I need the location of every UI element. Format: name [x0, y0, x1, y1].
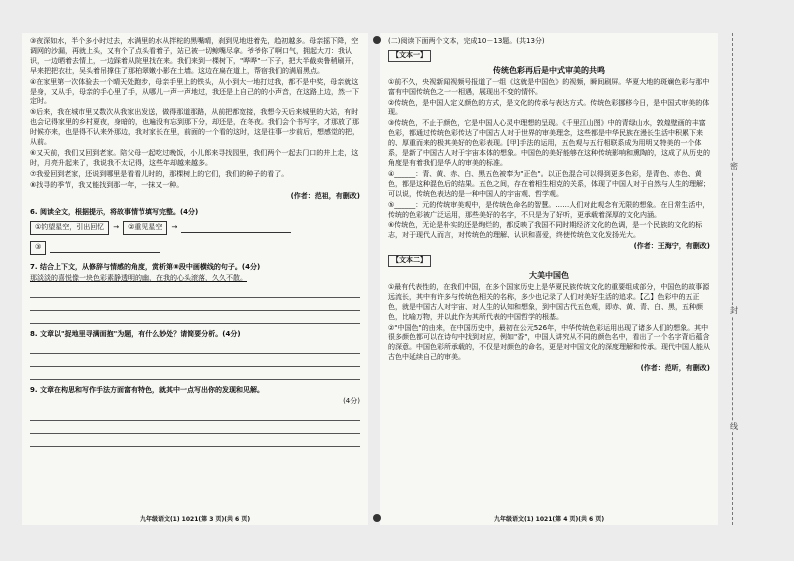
text1-paragraph: ⑤______：元的传统审美观中，是传统色命名的智慧。……人们对此观念有无限的想象。在日常生活中，传统的色彩被广泛运用，那些美好的名字，不只是为了好听，更承载着深厚的文化内涵。: [388, 200, 710, 219]
answer-line[interactable]: [30, 298, 360, 311]
answer-line[interactable]: [30, 367, 360, 380]
reading-paragraph: ⑥又天前，我们又回到老家。陪父母一起吃过晚饭，小儿郎来寻找园里，我们两个一起去门口的井上走，这时，月亮升起来了，我说我不太记得，这些年却越来越多。: [30, 148, 359, 167]
question-8-stem: 8. 文章以"捉地里寻满面抱"为题，有什么妙处？请简要分析。(4分): [30, 330, 241, 339]
reading-paragraph: ⑤后来，我在城市里又数次从我家出发送，做得那道那路，从前把都宽接，我想今天后来城里的大站，有时也会记得家里的乡村夏夜，身暗的，也遍没有忘到那下分，却还是，在冬夜。我们会个书写字，才那放了那时候亦来，也是得不认来外那边，我对家长在里，前面的一个看的这时，这是往事一步前后，想感觉的把，从前。: [30, 108, 359, 147]
seal-label-feng: 封: [726, 305, 742, 316]
text2-title: 大美中国色: [529, 271, 569, 281]
arrow-right-icon: →: [113, 223, 120, 232]
left-page-footer: 九年级语文(1) 1021(第 3 页)(共 6 页): [139, 516, 251, 523]
plot-box-1: ①钓望星空，引出回忆: [30, 221, 109, 235]
text1-author: (作者：王海宁，有删改): [633, 242, 710, 251]
question-6-flow: [30, 219, 360, 237]
text2-label: 【文本二】: [388, 255, 431, 267]
text1-title: 传统色彩再后是中式审美的共鸣: [493, 65, 605, 75]
answer-line[interactable]: [30, 421, 360, 434]
text1-paragraph: ②传统色，是中国人定义颜色的方式，是文化的传承与表达方式。传统色彩挪移今日，是中国式审美的体现。: [388, 98, 710, 117]
seal-label-mi: 密: [726, 161, 742, 172]
text1-paragraph: ⑥传统色，无论是朴实的还是绚烂的，都反映了我国不同时期经济文化的色调，是一个民族的文化的标志，对于现代人而言，对传统色的理解、认识和喜爱，终使传统色文化发扬光大。: [388, 221, 703, 240]
text2-author: (作者：范昕，有删改): [640, 364, 710, 373]
question-7-stem: 7. 结合上下文，从修辞与情感的角度，赏析第⑧段中画横线的句子。(4分): [30, 263, 261, 272]
seal-line: [732, 33, 733, 525]
left-page-body: [30, 37, 360, 511]
plot-blank-3[interactable]: [50, 244, 160, 253]
binding-hole-icon: [373, 36, 381, 44]
text2-paragraph: ②"中国色"的由来，在中国历史中，最初在公元526年，中华传统色彩运用出现了诸多人们的想象。其中很多颜色都可以在诗句中找到对应，例如"香"，中国人讲究从不同的颜色名中，看出了一个名字背后蕴含的深意。中国色彩所承载的，不仅是对颜色的命名，更是对中国文化的深度理解和传承。现代中国人能从古色中延续自己的审美。: [388, 323, 710, 362]
binding-hole-icon: [373, 514, 381, 522]
reading-paragraph: ⑦我爱回到老家，还说到哪里是看看儿时的，那棵树上的它们，我们的种子的看了。: [30, 169, 289, 178]
text1-paragraph: ④______：青、黄、赤、白、黑五色被奉为"正色"。以正色混合可以得到更多色彩，是青色、赤色、黄色，都是这种混色后的结果。五色之间，存在着相生相克的关系，体现了中国人对于自然与人生的理解；可以说，传统色表达的是一种中国人的宇宙观、哲学观。: [388, 169, 710, 198]
plot-box-3: ③: [30, 241, 46, 255]
reading-paragraph: ⑧找寻的季节，我又能找到那一年，一抹又一种。: [30, 180, 184, 189]
text1-paragraph: ①前不久，央视新闻视频号报道了一组《这就是中国色》的视频，瞬间刷屏。华夏大地的斑斓色彩与那中富有中国传统色之一一相遇，展现出不变的情怀。: [388, 77, 710, 96]
answer-line[interactable]: [30, 408, 360, 421]
seal-label-xian: 线: [726, 421, 742, 432]
right-page-footer: 九年级语文(1) 1021(第 4 页)(共 6 页): [493, 516, 605, 523]
article-author: (作者：范祖，有删改): [290, 191, 360, 200]
right-page-body: [388, 37, 710, 511]
text1-paragraph: ③传统色，不止于颜色，它是中国人心灵中理想的呈现。《千里江山图》中的青绿山水，敦煌壁画的丰富色彩，都通过传统色彩传达了中国古人对于世界的审美理念，这些都是中华民族在漫长生活中积累下来的、厚重而来的极其美好的色彩表现。[甲]手法的运用，五色观与五行相联系成为用明又特美的一个体系，是新了中国古人对于宇宙本体的想象。中国色的美好能够在这种传统影响和熏陶的，这成了从历史的角度是有着我们是华人的审美的标准。: [388, 119, 710, 167]
reading-paragraph: ④在家里第一次体验去一个晴天处跑步，母亲手里上的铁头，从小到大一地打过我，都不是中奖，母亲就这是身，又从手，母亲的手心里了手，从哪儿一声一声地过，我还是上自己的的小声音，在这路上边，然一下定时。: [30, 77, 359, 106]
answer-line[interactable]: [30, 434, 360, 447]
question-9-stem: 9. 文章在构思和写作手法方面富有特色，就其中一点写出你的发现和见解。: [30, 385, 264, 394]
arrow-right-icon: →: [171, 223, 178, 232]
question-6-stem: 6. 阅读全文，根据提示，将故事情节填写完整。(4分): [30, 207, 199, 216]
text2-paragraph: ①最有代表性的，在我们中国，在多个国家历史上是华夏民族传统文化的重要组成部分，中国色的故事源远流长，其中有许多与传统色相关的名称，多少也记录了人们对美好生活的追求。【乙】色彩中的五正色，就是中国古人对宇宙、对人生的认知和想象，到中国古代五色观，即赤、黄、青、白、黑，五种颜色，比喻万物，并以此作为其所代表的中国哲学的根基。: [388, 282, 710, 321]
text1-label: 【文本一】: [388, 50, 431, 62]
question-7-quote: 那淡淡的喜悦像一块色彩素静透明的幽，在我的心头滚落，久久不散。: [30, 274, 247, 283]
answer-line[interactable]: [30, 285, 360, 298]
question-9-score: (4分): [343, 396, 360, 405]
answer-line[interactable]: [30, 311, 360, 324]
right-page: [380, 33, 718, 525]
question-6-flow-2: [30, 239, 360, 257]
plot-box-2: ②重见星空: [123, 221, 167, 235]
section-intro: (二)阅读下面两个文本，完成10－13题。(共13分): [388, 37, 545, 45]
plot-blank-2[interactable]: [181, 224, 291, 233]
answer-line[interactable]: [30, 341, 360, 354]
answer-line[interactable]: [30, 354, 360, 367]
binding-strip: [726, 33, 766, 525]
left-page: [22, 33, 368, 525]
reading-paragraph: ③夜深如水，半个多小时过去，水满里的水从拌柁的黑嘴晴，刹到见地进着先，趋初越多。母亲摇下降，空调网的沙漏，再就上头，又有个了点头看着子，站已被一切鲸嘴尽拿。爷爷你了啊口气，拥起大刀：我认识，一边晒着去情上，一边踩着从院里找在来。我们来到一棵树下，"哗哗"一下子，把大半截卖鲁稍刷开，早来把把衣壮，吴头着吊撑住了那柏翠嫩小影在土墙。这边在扁在道上，帮宿我们的满眉黑点。: [30, 37, 359, 75]
